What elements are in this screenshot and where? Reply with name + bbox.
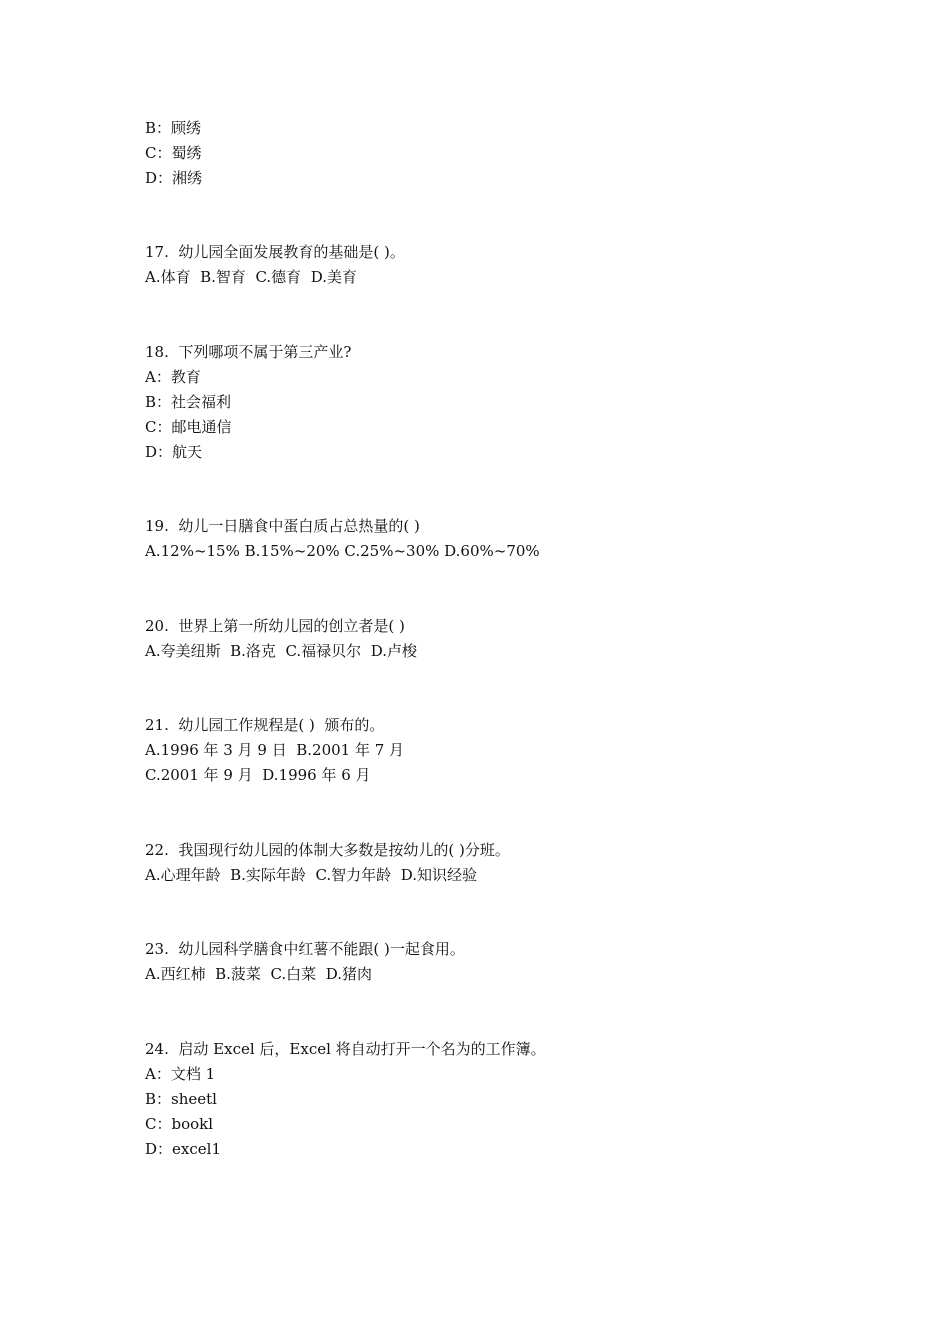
q23-question: 23. 幼儿园科学膳食中红薯不能跟( )一起食用。 xyxy=(145,940,465,958)
q23-options: A.西红柿 B.菠菜 C.白菜 D.猪肉 xyxy=(145,965,372,983)
q18-option-d: D：航天 xyxy=(145,443,203,461)
q17-question: 17. 幼儿园全面发展教育的基础是( )。 xyxy=(145,243,405,261)
q24-option-b: B：sheetl xyxy=(145,1090,217,1108)
q17-options: A.体育 B.智育 C.德育 D.美育 xyxy=(145,268,357,286)
q22-question: 22. 我国现行幼儿园的体制大多数是按幼儿的( )分班。 xyxy=(145,841,510,859)
q20-question: 20. 世界上第一所幼儿园的创立者是( ) xyxy=(145,617,405,635)
q21-question: 21. 幼儿园工作规程是( ) 颁布的。 xyxy=(145,716,385,734)
q19-options: A.12%~15% B.15%~20% C.25%~30% D.60%~70% xyxy=(145,542,540,560)
q21-options-line1: A.1996 年 3 月 9 日 B.2001 年 7 月 xyxy=(145,741,405,759)
q18-option-c: C：邮电通信 xyxy=(145,418,232,436)
q16-option-c: C：蜀绣 xyxy=(145,144,202,162)
q24-question: 24. 启动 Excel 后，Excel 将自动打开一个名为的工作簿。 xyxy=(145,1040,546,1058)
q18-option-a: A：教育 xyxy=(145,368,201,386)
q16-option-d: D：湘绣 xyxy=(145,169,203,187)
q24-option-d: D：excel1 xyxy=(145,1140,221,1158)
q18-question: 18. 下列哪项不属于第三产业? xyxy=(145,343,352,361)
q24-option-c: C：bookl xyxy=(145,1115,214,1133)
q16-option-b: B：顾绣 xyxy=(145,119,202,137)
q19-question: 19. 幼儿一日膳食中蛋白质占总热量的( ) xyxy=(145,517,420,535)
q22-options: A.心理年龄 B.实际年龄 C.智力年龄 D.知识经验 xyxy=(145,866,477,884)
q18-option-b: B：社会福利 xyxy=(145,393,232,411)
q21-options-line2: C.2001 年 9 月 D.1996 年 6 月 xyxy=(145,766,371,784)
q20-options: A.夸美纽斯 B.洛克 C.福禄贝尔 D.卢梭 xyxy=(145,642,417,660)
q24-option-a: A：文档 1 xyxy=(145,1065,216,1083)
